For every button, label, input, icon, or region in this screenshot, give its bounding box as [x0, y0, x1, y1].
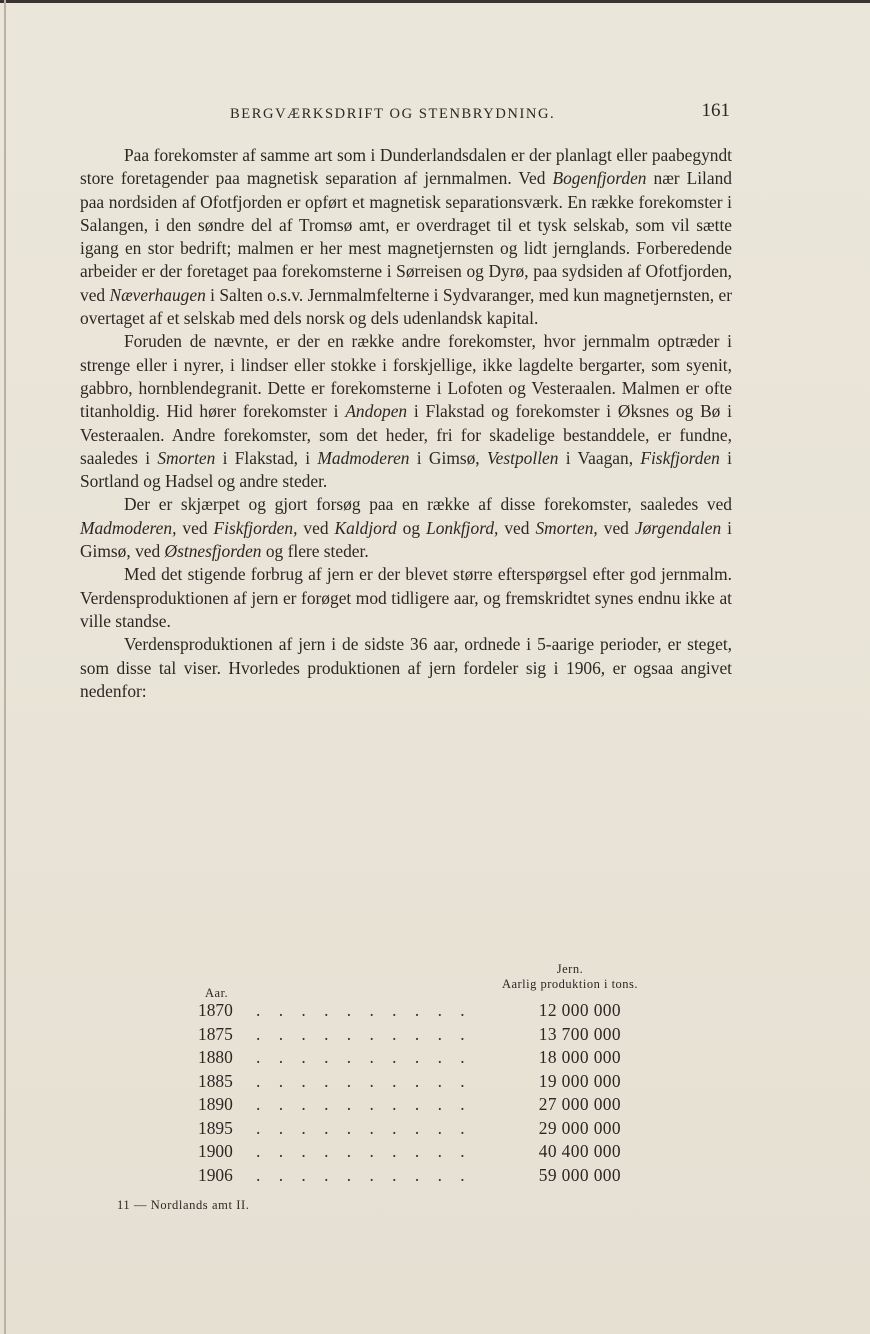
text-run: i Salten o.s.v. Jernmalmfelterne i Sydvaranger, med kun magnetjernsten, er overtaget af et selskab med dels norsk og dels udenlandsk kapital. [80, 284, 732, 329]
place-name: Kaldjord [334, 517, 397, 538]
value-header-subtitle: Aarlig produktion i tons. [501, 977, 639, 991]
place-name: Jørgendalen [634, 517, 722, 538]
row-year: 1906 [198, 1164, 233, 1185]
year-column-header: Aar. [205, 986, 229, 1000]
table-row [198, 1165, 658, 1189]
value-column-header [470, 962, 670, 992]
text-run: ved [597, 517, 635, 538]
text-run: i Gimsø, ved [80, 517, 732, 562]
row-year: 1900 [198, 1141, 233, 1161]
text-run: i Sortland og Hadsel og andre steder. [80, 447, 732, 492]
dot-leader: . . . . . . . . . . [256, 1070, 472, 1091]
place-name: Madmoderen [317, 447, 410, 468]
row-value: 40 400 000 [538, 1141, 621, 1161]
text-run: og flere steder. [261, 541, 369, 562]
value-header-title: Jern. [556, 962, 584, 976]
signature-line: 11 — Nordlands amt II. [117, 1198, 250, 1212]
text-run: i Gimsø, [409, 447, 487, 468]
dot-leader: . . . . . . . . . . [256, 1047, 472, 1067]
text-run: i Flakstad og forekomster i Øksnes og Bø i Vesteraalen. Andre forekomster, som det heder, fri for skadelige bestanddele, er fundne, saaledes i [80, 401, 733, 468]
row-value: 27 000 000 [538, 1094, 621, 1114]
running-head [80, 100, 730, 130]
table-row [198, 1141, 658, 1165]
place-name: Fiskfjorden, [213, 517, 298, 538]
row-value: 19 000 000 [538, 1070, 621, 1091]
text-run: Foruden de nævnte, er der en række andre forekomster, hvor jernmalm optræder i strenge eller i nyrer, i lindser eller stokke i forskjellige, ikke lagdelte bergarter, som syenit, gabbro, hornblendegranit. Dette er forekomsterne i Lofoten og Vesteraalen. Malmen er ofte titanholdig. Hid hører forekomster i [80, 331, 732, 422]
place-name: Fiskfjorden [640, 447, 720, 468]
row-year: 1870 [198, 1000, 233, 1020]
running-title: BERGVÆRKSDRIFT OG STENBRYDNING. [230, 106, 556, 122]
place-name: Næverhaugen [109, 284, 206, 305]
place-name: Andopen [345, 401, 408, 422]
place-name: Madmoderen, [80, 517, 177, 538]
table-row [198, 1071, 658, 1095]
row-year: 1880 [198, 1047, 233, 1067]
page-number: 161 [701, 100, 730, 121]
dot-leader: . . . . . . . . . . [256, 1023, 472, 1044]
table-row [198, 1000, 658, 1024]
place-name: Vestpollen [486, 447, 559, 468]
row-value: 29 000 000 [538, 1117, 621, 1138]
dot-leader: . . . . . . . . . . [256, 1141, 472, 1161]
table-row [198, 1094, 658, 1118]
place-name: Bogenfjorden [552, 168, 647, 189]
text-run: Der er skjærpet og gjort forsøg paa en række af disse forekomster, saaledes ved [124, 494, 732, 515]
paragraph [80, 144, 732, 330]
place-name: Smorten, [535, 517, 598, 538]
text-run: i Vaagan, [558, 447, 641, 468]
place-name: Lonkfjord, [426, 517, 499, 538]
table-rows [198, 1000, 658, 1188]
dot-leader: . . . . . . . . . . [256, 1164, 472, 1185]
table-row [198, 1047, 658, 1071]
page-left-edge [4, 0, 6, 1334]
paragraph [80, 633, 732, 703]
text-run: Paa forekomster af samme art som i Dunderlandsdalen er der planlagt eller paabegyndt store foretagender paa magnetisk separation af jernmalmen. Ved [80, 145, 732, 189]
text-run: ved [297, 517, 335, 538]
paragraph [80, 563, 732, 633]
text-run: Verdensproduktionen af jern i de sidste 36 aar, ordnede i 5-aarige perioder, er steget, som disse tal viser. Hvorledes produktionen af jern fordeler sig i 1906, er ogsaa angivet nedenfor: [80, 634, 732, 701]
table-row [198, 1118, 658, 1142]
text-run: og [396, 517, 427, 538]
paragraph [80, 330, 732, 493]
row-value: 12 000 000 [538, 1000, 621, 1020]
row-value: 13 700 000 [538, 1023, 621, 1044]
page-top-edge [0, 0, 870, 3]
table-row [198, 1024, 658, 1048]
row-year: 1895 [198, 1117, 233, 1138]
row-value: 18 000 000 [538, 1047, 621, 1067]
dot-leader: . . . . . . . . . . [256, 1094, 472, 1114]
place-name: Smorten [157, 447, 216, 468]
dot-leader: . . . . . . . . . . [256, 1000, 472, 1020]
text-run: Med det stigende forbrug af jern er der blevet større efterspørgsel efter god jernmalm. Verdensproduktionen af jern er forøget mod tidligere aar, og fremskridtet synes endnu ikke at ville standse. [80, 564, 732, 631]
row-year: 1885 [198, 1070, 233, 1091]
text-run: ved [498, 517, 536, 538]
row-year: 1875 [198, 1023, 233, 1044]
text-run: ved [176, 517, 214, 538]
row-year: 1890 [198, 1094, 233, 1114]
body-text [80, 144, 732, 703]
text-run: nær Liland paa nordsiden af Ofotfjorden er opført et magnetisk separationsværk. En række forekomster i Salangen, i den søndre del af Tromsø amt, er overdraget til et tysk selskab, som vil sætte igang en stor bedrift; malmen er her mest magnetjernsten og lidt jernglands. Forberedende arbeider er der foretaget paa forekomsterne i Sørreisen og Dyrø, paa sydsiden af Ofotfjorden, ved [80, 168, 732, 305]
paragraph [80, 493, 732, 563]
text-run: i Flakstad, i [215, 447, 318, 468]
dot-leader: . . . . . . . . . . [256, 1117, 472, 1138]
row-value: 59 000 000 [538, 1164, 621, 1185]
place-name: Østnesfjorden [164, 541, 262, 562]
